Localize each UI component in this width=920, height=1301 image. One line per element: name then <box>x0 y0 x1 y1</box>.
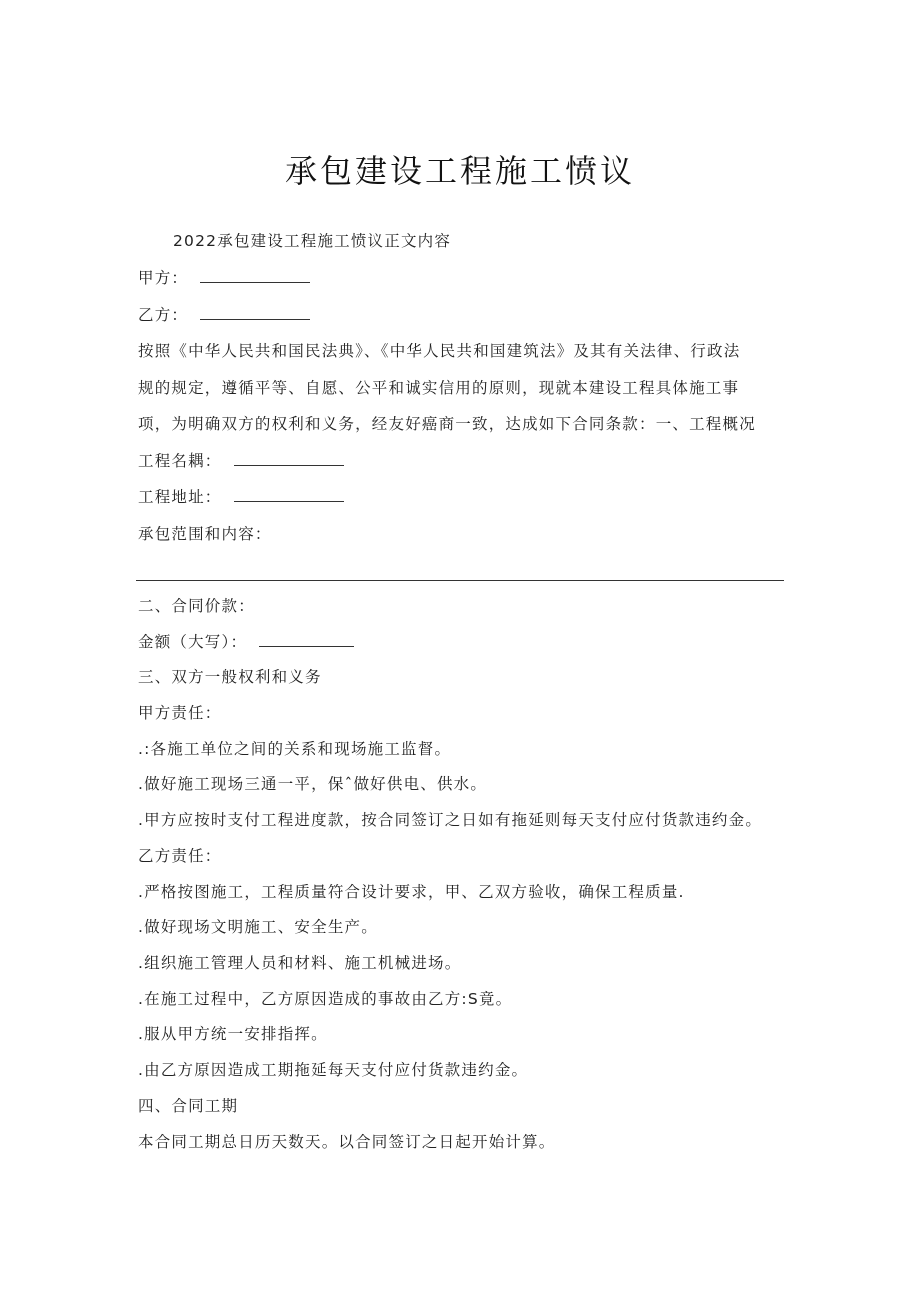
section-2-heading: 二、合同价款： <box>138 597 255 615</box>
contract-period-text: 本合同工期总日历天数天。以合同签订之日起开始计算。 <box>138 1133 556 1151</box>
intro-line-2: 规的规定，遵循平等、自愿、公平和诚实信用的原则，现就本建设工程具体施工事 <box>138 379 740 397</box>
party-b-duty-1: .严格按图施工，工程质量符合设计要求，甲、乙双方验收，确保工程质量. <box>138 883 685 901</box>
party-a-duty-1: .:各施工单位之间的关系和现场施工监督。 <box>138 740 452 758</box>
party-b-label: 乙方： <box>138 306 189 324</box>
party-b-row <box>138 305 310 325</box>
project-name-row <box>138 451 344 471</box>
scope-label: 承包范围和内容： <box>138 525 272 543</box>
project-name-label: 工程名耦： <box>138 452 222 470</box>
project-name-blank[interactable] <box>234 452 344 466</box>
amount-blank[interactable] <box>259 633 354 647</box>
party-b-blank[interactable] <box>200 306 310 320</box>
document-subtitle: 2022承包建设工程施工愤议正文内容 <box>173 232 452 250</box>
amount-label: 金额（大写）： <box>138 633 248 651</box>
party-b-duty-6: .由乙方原因造成工期拖延每天支付应付货款违约金。 <box>138 1061 529 1079</box>
party-b-duty-5: .服从甲方统一安排指挥。 <box>138 1025 328 1043</box>
party-b-duty-4: .在施工过程中，乙方原因造成的事故由乙方:S竟。 <box>138 990 513 1008</box>
section-3-heading: 三、双方一般权利和义务 <box>138 668 322 686</box>
party-b-duty-2: .做好现场文明施工、安全生产。 <box>138 918 378 936</box>
amount-row <box>138 632 354 652</box>
party-a-duty-3: .甲方应按时支付工程进度款，按合同签订之日如有拖延则每天支付应付货款违约金。 <box>138 811 763 829</box>
party-a-label: 甲方： <box>138 269 189 287</box>
party-b-duties-heading: 乙方责任： <box>138 847 222 865</box>
party-a-duty-2: .做好施工现场三通一平，保ˆ做好供电、供水。 <box>138 775 488 793</box>
project-address-label: 工程地址： <box>138 488 222 506</box>
project-address-row <box>138 487 344 507</box>
party-a-row <box>138 268 310 288</box>
scope-fill-line[interactable] <box>136 580 784 581</box>
project-address-blank[interactable] <box>234 488 344 502</box>
party-a-blank[interactable] <box>200 269 310 283</box>
intro-line-3: 项，为明确双方的权利和义务，经友好癌商一致，达成如下合同条款：一、工程概况 <box>138 415 756 433</box>
party-a-duties-heading: 甲方责任： <box>138 704 222 722</box>
party-b-duty-3: .组织施工管理人员和材料、施工机械进场。 <box>138 954 462 972</box>
section-4-heading: 四、合同工期 <box>138 1097 239 1115</box>
document-title: 承包建设工程施工愤议 <box>284 152 635 190</box>
intro-line-1: 按照《中华人民共和国民法典》、《中华人民共和国建筑法》及其有关法律、行政法 <box>138 342 741 360</box>
